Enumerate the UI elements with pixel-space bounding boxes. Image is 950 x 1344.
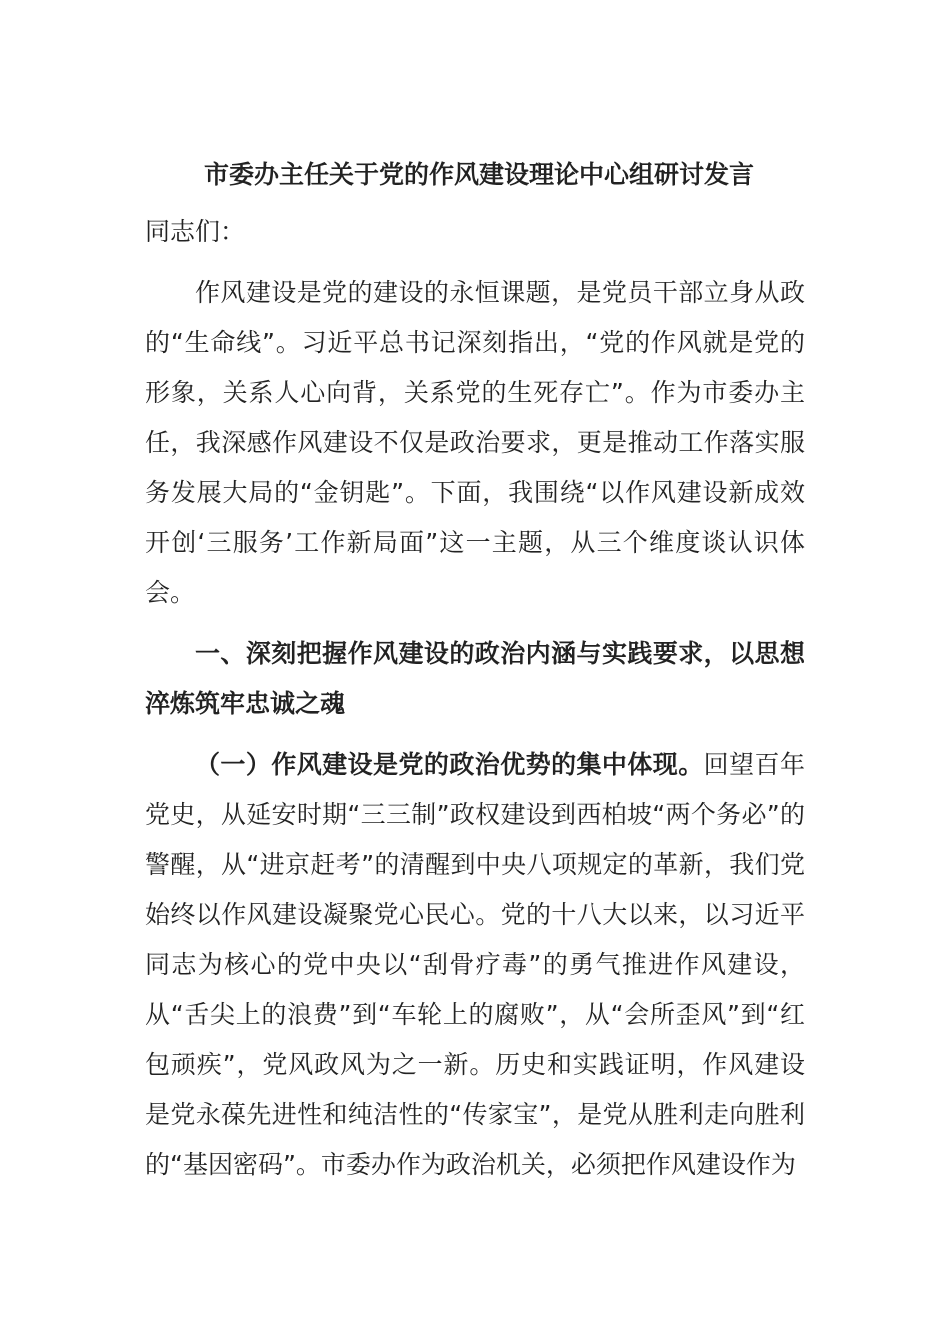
document-content	[145, 150, 805, 1190]
section-heading-1: 一、深刻把握作风建设的政治内涵与实践要求，以思想淬炼筑牢忠诚之魂	[145, 639, 805, 718]
subsection-body-1: 回望百年党史，从延安时期“三三制”政权建设到西柏坡“两个务必”的警醒，从“进京赶考”的清醒到中央八项规定的革新，我们党始终以作风建设凝聚党心民心。党的十八大以来，以习近平同志为核心的党中央以“刮骨疗毒”的勇气推进作风建设，从“舌尖上的浪费”到“车轮上的腐败”，从“会所歪风”到“红包顽疾”，党风政风为之一新。历史和实践证明，作风建设是党永葆先进性和纯洁性的“传家宝”，是党从胜利走向胜利的“基因密码”。市委办作为政治机关，必须把作风建设作为	[145, 750, 805, 1179]
subsection-paragraph-1	[145, 740, 805, 1190]
intro-paragraph: 作风建设是党的建设的永恒课题，是党员干部立身从政的“生命线”。习近平总书记深刻指出，“党的作风就是党的形象，关系人心向背，关系党的生死存亡”。作为市委办主任，我深感作风建设不仅是政治要求，更是推动工作落实服务发展大局的“金钥匙”。下面，我围绕“以作风建设新成效开创‘三服务’工作新局面”这一主题，从三个维度谈认识体会。	[145, 278, 805, 607]
document-title: 市委办主任关于党的作风建设理论中心组研讨发言	[203, 160, 754, 189]
subsection-heading-1: （一）作风建设是党的政治优势的集中体现。	[195, 750, 704, 779]
salutation: 同志们：	[145, 217, 246, 246]
